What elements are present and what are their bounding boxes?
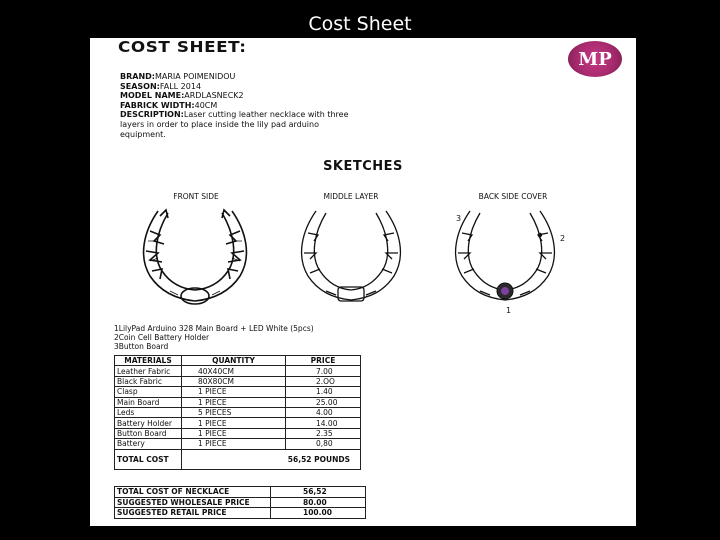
summary-value: 56,52 (271, 487, 366, 498)
table-row (115, 497, 366, 508)
table-row: Button Board 1 PIECE 2.35 (115, 428, 361, 438)
summary-value: 100.00 (271, 508, 366, 519)
meta-description: DESCRIPTION:Laser cutting leather necklace with three layers in order to place inside the lily pad arduino equipment. (120, 110, 349, 139)
product-meta (120, 72, 350, 139)
sheet-heading: COST SHEET: (118, 38, 247, 56)
back-side-cover-sketch (440, 201, 570, 321)
summary-label: SUGGESTED WHOLESALE PRICE (115, 497, 271, 508)
sketch-label-back: BACK SIDE COVER (478, 192, 548, 201)
meta-season: SEASON:FALL 2014 (120, 81, 202, 91)
component-notes (114, 325, 314, 351)
table-row: Battery 1 PIECE 0,80 (115, 439, 361, 449)
table-row (115, 508, 366, 519)
table-row: Clasp 1 PIECE 1.40 (115, 387, 361, 397)
summary-value: 80.00 (271, 497, 366, 508)
sketches-title: SKETCHES (323, 159, 403, 174)
table-row: Black Fabric 80X80CM 2.OO (115, 376, 361, 386)
table-row: Leather Fabric 40X40CM 7.00 (115, 366, 361, 376)
header-quantity: QUANTITY (182, 356, 286, 366)
note-item: 3Button Board (114, 341, 169, 351)
cost-sheet-page (90, 38, 636, 526)
materials-header-row (115, 356, 361, 366)
marker-1: 1 (506, 306, 512, 315)
marker-3: 3 (456, 214, 462, 223)
total-row (115, 449, 361, 469)
table-row: Main Board 1 PIECE 25.00 (115, 397, 361, 407)
logo-text: MP (578, 48, 612, 70)
total-label: TOTAL COST (115, 449, 182, 469)
note-item: 2Coin Cell Battery Holder (114, 332, 210, 342)
header-materials: MATERIALS (115, 356, 182, 366)
sketch-label-front: FRONT SIDE (173, 192, 219, 201)
table-row: Leds 5 PIECES 4.00 (115, 407, 361, 417)
slide-title: Cost Sheet (308, 13, 412, 35)
table-row: Battery Holder 1 PIECE 14.00 (115, 418, 361, 428)
meta-fabric-width: FABRICK WIDTH:40CM (120, 100, 218, 110)
sketch-label-middle: MIDDLE LAYER (323, 192, 379, 201)
materials-table (114, 355, 361, 470)
price-summary-table (114, 486, 366, 519)
summary-label: SUGGESTED RETAIL PRICE (115, 508, 271, 519)
total-value: 56,52 POUNDS (182, 449, 361, 469)
summary-label: TOTAL COST OF NECKLACE (115, 487, 271, 498)
note-item: 1LilyPad Arduino 328 Main Board + LED White (5pcs) (114, 324, 314, 333)
table-row (115, 487, 366, 498)
middle-layer-sketch (286, 201, 416, 321)
meta-brand: BRAND:MARIA POIMENIDOU (120, 72, 236, 81)
marker-2: 2 (560, 234, 566, 243)
brand-logo (568, 41, 622, 77)
meta-model-name: MODEL NAME:ARDLASNECK2 (120, 91, 244, 101)
front-side-sketch (130, 201, 260, 321)
header-price: PRICE (286, 356, 361, 366)
